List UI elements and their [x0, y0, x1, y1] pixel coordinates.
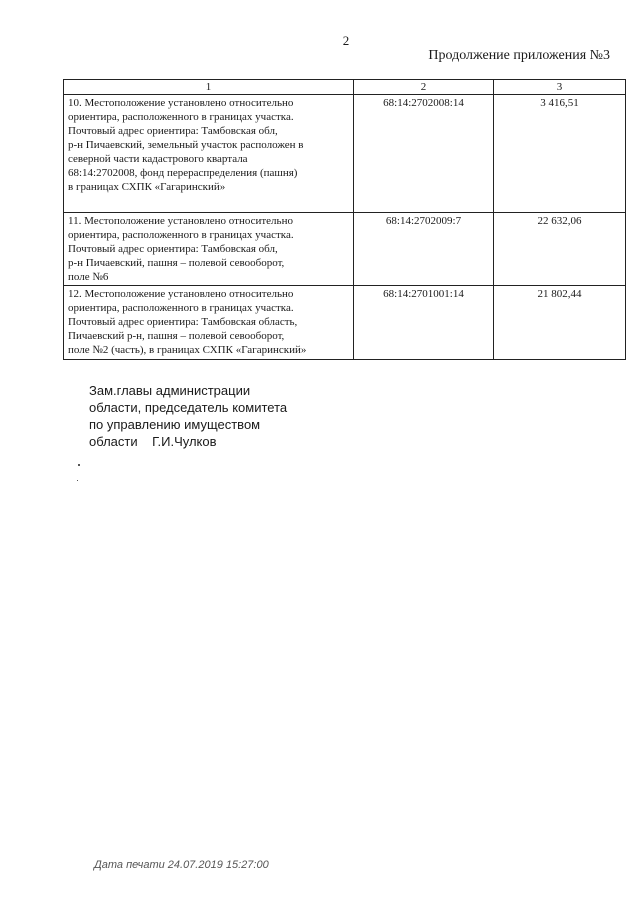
- column-header-1: 1: [64, 80, 354, 95]
- description-line: 68:14:2702008, фонд перераспределения (пашня): [68, 167, 298, 179]
- signature-line: области Г.И.Чулков: [89, 434, 217, 449]
- page-number: 2: [342, 33, 350, 48]
- land-plots-table: [63, 79, 626, 360]
- signature-line: по управлению имуществом: [89, 417, 261, 432]
- description-line: поле №2 (часть), в границах СХПК «Гагаринский»: [68, 344, 307, 356]
- description-line: поле №6: [68, 271, 109, 283]
- cadastral-number: 68:14:2701001:14: [354, 286, 494, 360]
- description-line: Почтовый адрес ориентира: Тамбовская область,: [68, 316, 298, 328]
- description-line: Почтовый адрес ориентира: Тамбовская обл,: [68, 243, 278, 255]
- plot-description: [64, 286, 354, 360]
- description-line: северной части кадастрового квартала: [68, 153, 248, 165]
- plot-description: [64, 95, 354, 213]
- signature-line: области, председатель комитета: [89, 400, 288, 415]
- table-row: [64, 95, 626, 213]
- print-date: Дата печати 24.07.2019 15:27:00: [94, 859, 269, 871]
- signature-block: [89, 382, 287, 450]
- table-row: [64, 213, 626, 286]
- description-line: р-н Пичаевский, пашня – полевой севооборот,: [68, 257, 285, 269]
- plot-area: 21 802,44: [494, 286, 626, 360]
- appendix-title: Продолжение приложения №3: [428, 48, 610, 63]
- description-line: 12. Местоположение установлено относительно: [68, 288, 294, 300]
- column-header-2: 2: [354, 80, 494, 95]
- scan-speck: [78, 464, 80, 466]
- description-line: 10. Местоположение установлено относительно: [68, 97, 294, 109]
- signature-line: Зам.главы администрации: [89, 383, 251, 398]
- plot-area: 22 632,06: [494, 213, 626, 286]
- description-line: р-н Пичаевский, земельный участок расположен в: [68, 139, 304, 151]
- cadastral-number: 68:14:2702008:14: [354, 95, 494, 213]
- description-line: ориентира, расположенного в границах участка.: [68, 302, 294, 314]
- plot-area: 3 416,51: [494, 95, 626, 213]
- cadastral-number: 68:14:2702009:7: [354, 213, 494, 286]
- description-line: в границах СХПК «Гагаринский»: [68, 181, 226, 193]
- description-line: Пичаевский р-н, пашня – полевой севооборот,: [68, 330, 285, 342]
- table-row: [64, 286, 626, 360]
- plot-description: [64, 213, 354, 286]
- description-line: 11. Местоположение установлено относительно: [68, 215, 293, 227]
- description-line: ориентира, расположенного в границах участка.: [68, 229, 294, 241]
- description-line: ориентира, расположенного в границах участка.: [68, 111, 294, 123]
- table-header-row: [64, 80, 626, 95]
- description-line: Почтовый адрес ориентира: Тамбовская обл,: [68, 125, 278, 137]
- scan-speck: [77, 480, 78, 481]
- column-header-3: 3: [494, 80, 626, 95]
